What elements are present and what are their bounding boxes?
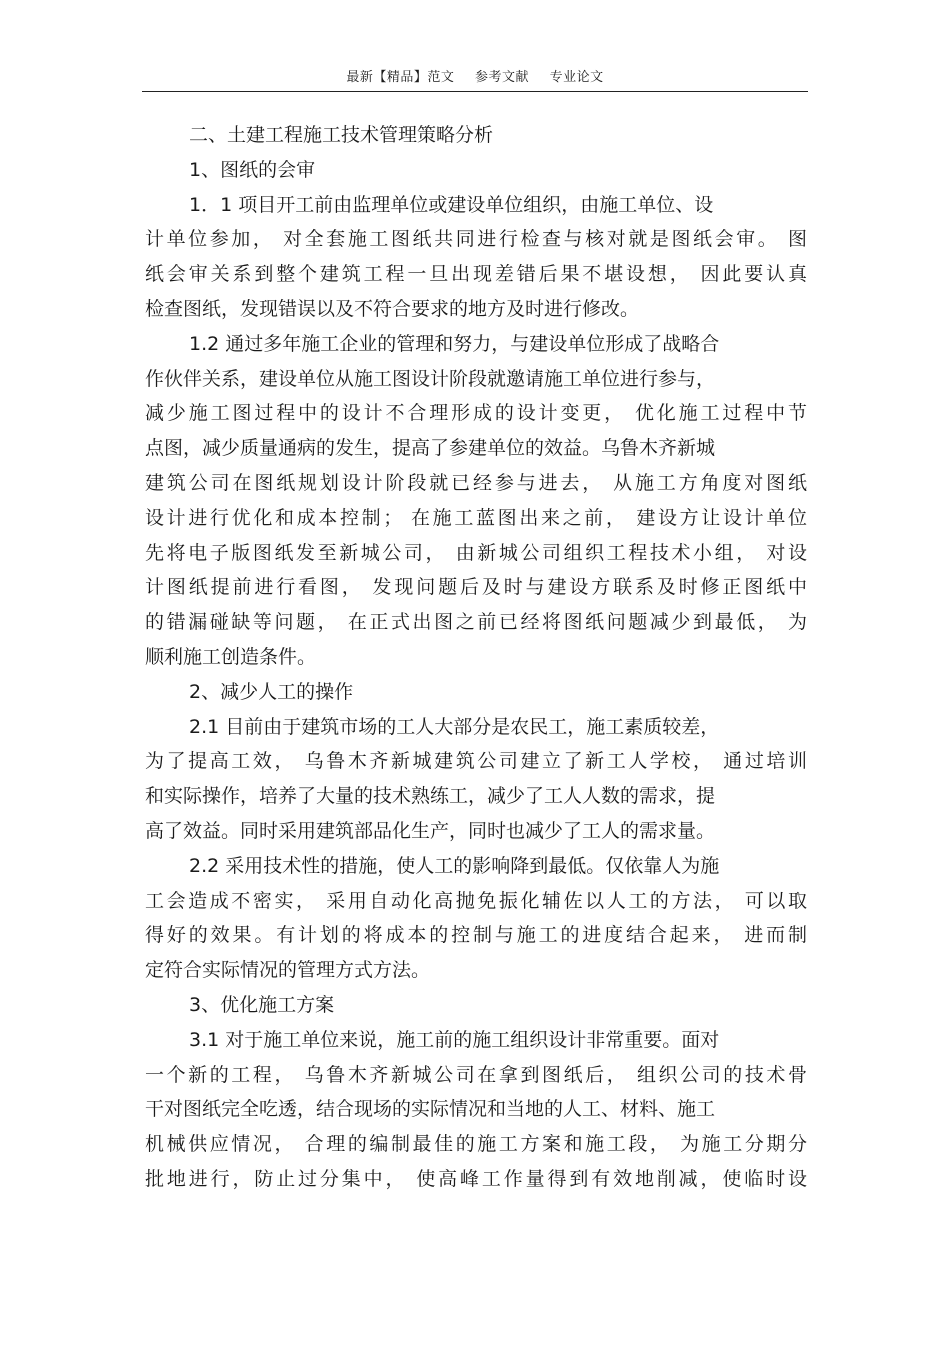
text-line: 检查图纸，发现错误以及不符合要求的地方及时进行修改。	[145, 297, 640, 320]
text-line: 减少施工图过程中的设计不合理形成的设计变更， 优化施工过程中节	[145, 402, 807, 425]
text-line: 和实际操作，培养了大量的技术熟练工，减少了工人人数的需求，提	[145, 785, 716, 808]
text-line: 2.1 目前由于建筑市场的工人大部分是农民工，施工素质较差，	[189, 715, 720, 738]
text-line: 为了提高工效， 乌鲁木齐新城建筑公司建立了新工人学校， 通过培训	[145, 750, 807, 773]
text-line: 设计进行优化和成本控制； 在施工蓝图出来之前， 建设方让设计单位	[145, 506, 807, 529]
text-line: 计图纸提前进行看图， 发现问题后及时与建设方联系及时修正图纸中	[145, 576, 807, 599]
text-line: 的错漏碰缺等问题， 在正式出图之前已经将图纸问题减少到最低， 为	[145, 611, 807, 634]
text-line: 二、土建工程施工技术管理策略分析	[189, 124, 494, 146]
text-line: 得好的效果。有计划的将成本的控制与施工的进度结合起来， 进而制	[145, 924, 807, 947]
header-item-lunwen: 专业论文	[549, 70, 604, 85]
text-line: 工会造成不密实， 采用自动化高抛免振化辅佐以人工的方法， 可以取	[145, 889, 807, 912]
text-line: 1、图纸的会审	[189, 158, 316, 181]
text-line: 顺利施工创造条件。	[145, 645, 317, 668]
text-line: 先将电子版图纸发至新城公司， 由新城公司组织工程技术小组， 对设	[145, 541, 807, 564]
text-line: 定符合实际情况的管理方式方法。	[145, 959, 431, 982]
text-line: 干对图纸完全吃透，结合现场的实际情况和当地的人工、材料、施工	[145, 1098, 716, 1121]
text-line: 点图，减少质量通病的发生，提高了参建单位的效益。乌鲁木齐新城	[145, 437, 716, 460]
text-line: 3、优化施工方案	[189, 993, 335, 1016]
document-body	[145, 118, 807, 1197]
text-line: 1.2 通过多年施工企业的管理和努力，与建设单位形成了战略合	[189, 332, 720, 355]
text-line: 计单位参加， 对全套施工图纸共同进行检查与核对就是图纸会审。 图	[145, 228, 807, 251]
text-line: 2.2 采用技术性的措施，使人工的影响降到最低。仅依靠人为施	[189, 854, 720, 877]
text-line: 批地进行，防止过分集中， 使高峰工作量得到有效地削减，使临时设	[145, 1167, 807, 1190]
text-line: 1．1 项目开工前由监理单位或建设单位组织，由施工单位、设	[189, 193, 714, 216]
text-line: 一个新的工程， 乌鲁木齐新城公司在拿到图纸后， 组织公司的技术骨	[145, 1063, 807, 1086]
header-item-cankao: 参考文献	[474, 70, 529, 85]
text-line: 高了效益。同时采用建筑部品化生产，同时也减少了工人的需求量。	[145, 819, 716, 842]
text-line: 2、减少人工的操作	[189, 680, 354, 703]
text-line: 纸会审关系到整个建筑工程一旦出现差错后果不堪设想， 因此要认真	[145, 263, 807, 286]
text-line: 建筑公司在图纸规划设计阶段就已经参与进去， 从施工方角度对图纸	[145, 471, 807, 494]
page-header	[142, 66, 808, 85]
text-line: 作伙伴关系，建设单位从施工图设计阶段就邀请施工单位进行参与，	[145, 367, 716, 390]
header-divider	[142, 91, 808, 92]
text-line: 3.1 对于施工单位来说，施工前的施工组织设计非常重要。面对	[189, 1028, 720, 1051]
header-item-fanwen: 最新【精品】范文	[346, 70, 455, 85]
text-line: 机械供应情况， 合理的编制最佳的施工方案和施工段， 为施工分期分	[145, 1133, 807, 1156]
